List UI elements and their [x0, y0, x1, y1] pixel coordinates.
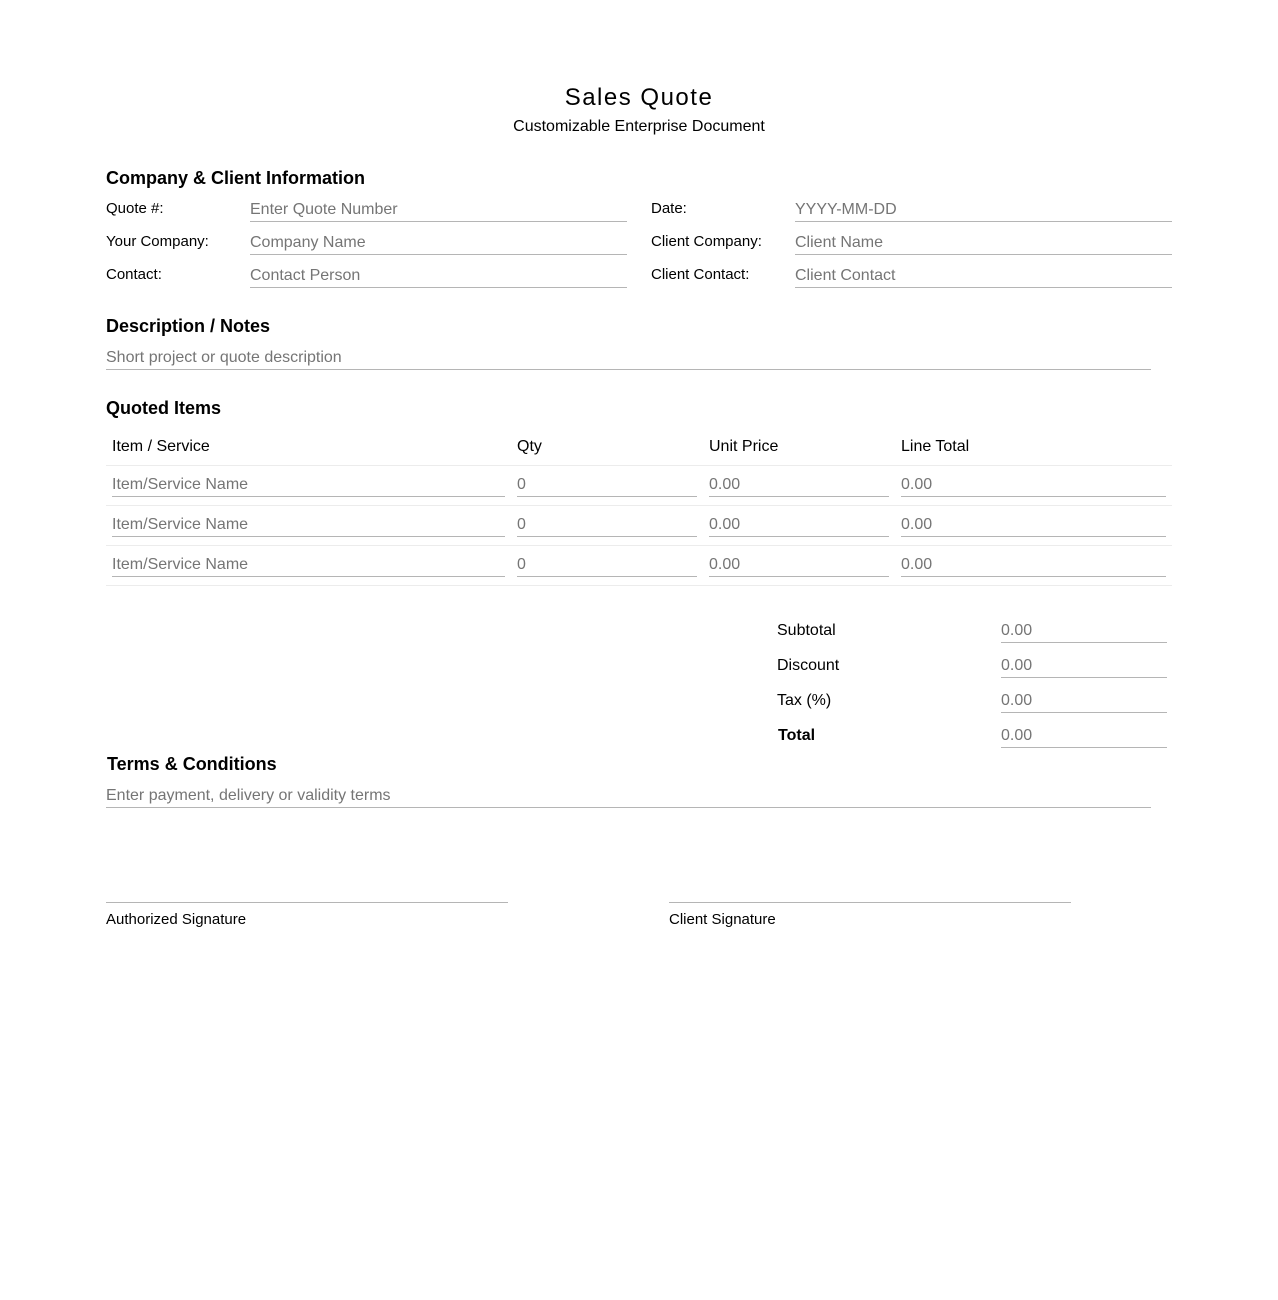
date-input[interactable] [795, 198, 1172, 222]
qty-input[interactable] [517, 513, 697, 537]
subtotal-label: Subtotal [777, 622, 836, 639]
total-input[interactable] [1001, 724, 1167, 748]
unit-price-input[interactable] [709, 513, 889, 537]
unit-price-input[interactable] [709, 473, 889, 497]
company-client-heading: Company & Client Information [106, 168, 366, 188]
line-total-input[interactable] [901, 473, 1166, 497]
column-header-qty: Qty [517, 438, 542, 455]
table-divider [106, 505, 1172, 506]
quote-number-label: Quote #: [106, 200, 164, 217]
quote-number-input[interactable] [250, 198, 627, 222]
table-divider [106, 545, 1172, 546]
client-signature-line[interactable] [669, 902, 1071, 903]
subtotal-input[interactable] [1001, 619, 1167, 643]
client-company-input[interactable] [795, 231, 1172, 255]
description-heading: Description / Notes [106, 316, 271, 336]
client-company-label: Client Company: [651, 233, 762, 250]
qty-input[interactable] [517, 473, 697, 497]
item-name-input[interactable] [112, 513, 505, 537]
quoted-items-heading: Quoted Items [106, 398, 222, 418]
column-header-item: Item / Service [112, 438, 210, 455]
column-header-unit-price: Unit Price [709, 438, 779, 455]
line-total-input[interactable] [901, 513, 1166, 537]
client-contact-input[interactable] [795, 264, 1172, 288]
page-title: Sales Quote [564, 84, 714, 111]
authorized-signature-line[interactable] [106, 902, 508, 903]
your-company-label: Your Company: [106, 233, 209, 250]
page-subtitle: Customizable Enterprise Document [513, 118, 765, 135]
client-signature-label: Client Signature [669, 911, 776, 928]
table-divider [106, 585, 1172, 586]
tax-label: Tax (%) [777, 692, 832, 709]
description-input[interactable] [106, 346, 1151, 370]
authorized-signature-label: Authorized Signature [106, 911, 247, 928]
discount-label: Discount [777, 657, 840, 674]
unit-price-input[interactable] [709, 553, 889, 577]
line-total-input[interactable] [901, 553, 1166, 577]
tax-input[interactable] [1001, 689, 1167, 713]
contact-input[interactable] [250, 264, 627, 288]
qty-input[interactable] [517, 553, 697, 577]
date-label: Date: [651, 200, 687, 217]
terms-input[interactable] [106, 784, 1151, 808]
item-name-input[interactable] [112, 473, 505, 497]
column-header-line-total: Line Total [901, 438, 970, 455]
discount-input[interactable] [1001, 654, 1167, 678]
terms-heading: Terms & Conditions [107, 754, 277, 774]
total-label: Total [778, 727, 816, 744]
client-contact-label: Client Contact: [651, 266, 750, 283]
contact-label: Contact: [106, 266, 162, 283]
your-company-input[interactable] [250, 231, 627, 255]
item-name-input[interactable] [112, 553, 505, 577]
table-divider [106, 465, 1172, 466]
